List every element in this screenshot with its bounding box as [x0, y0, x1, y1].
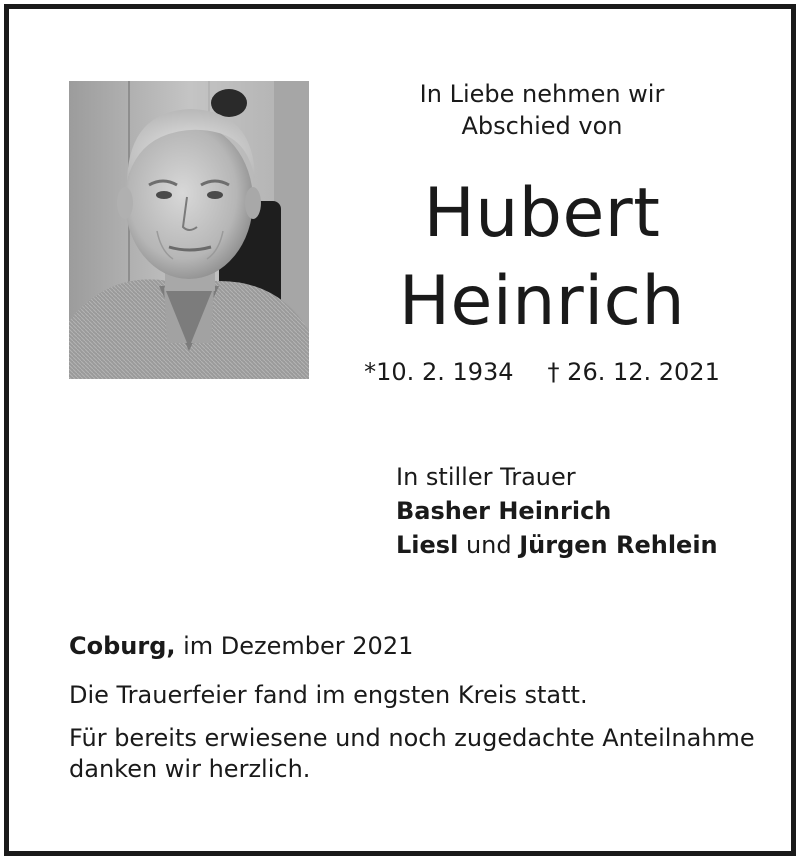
mourning-heading: In stiller Trauer: [396, 463, 576, 491]
place-date-line: [69, 630, 413, 662]
thanks-note: [69, 723, 769, 785]
intro-line-2: Abschied von: [461, 112, 623, 140]
ceremony-note: Die Trauerfeier fand im engsten Kreis statt.: [69, 681, 588, 709]
intro-text: [360, 78, 724, 142]
death-date: † 26. 12. 2021: [547, 358, 720, 386]
first-name: Hubert: [423, 174, 661, 253]
intro-line-1: In Liebe nehmen wir: [419, 80, 665, 108]
thanks-line-1: Für bereits erwiesene und noch zugedachte Anteilnahme: [69, 724, 755, 752]
portrait-photo: [69, 81, 309, 379]
notice-date: im Dezember 2021: [175, 632, 414, 660]
mourner-name: Liesl: [396, 531, 459, 559]
info-text: [69, 680, 769, 797]
place-name: Coburg,: [69, 632, 176, 660]
life-dates: [360, 356, 724, 388]
birth-date: *10. 2. 1934: [364, 358, 514, 386]
mourner-line-2: [396, 528, 718, 562]
mourner-name: Basher Heinrich: [396, 497, 612, 525]
connector-text: und: [458, 531, 520, 559]
thanks-line-2: danken wir herzlich.: [69, 755, 311, 783]
mourners-block: [396, 460, 718, 562]
last-name: Heinrich: [398, 262, 686, 341]
deceased-name: [360, 170, 724, 346]
mourner-name: Jürgen Rehlein: [519, 531, 718, 559]
